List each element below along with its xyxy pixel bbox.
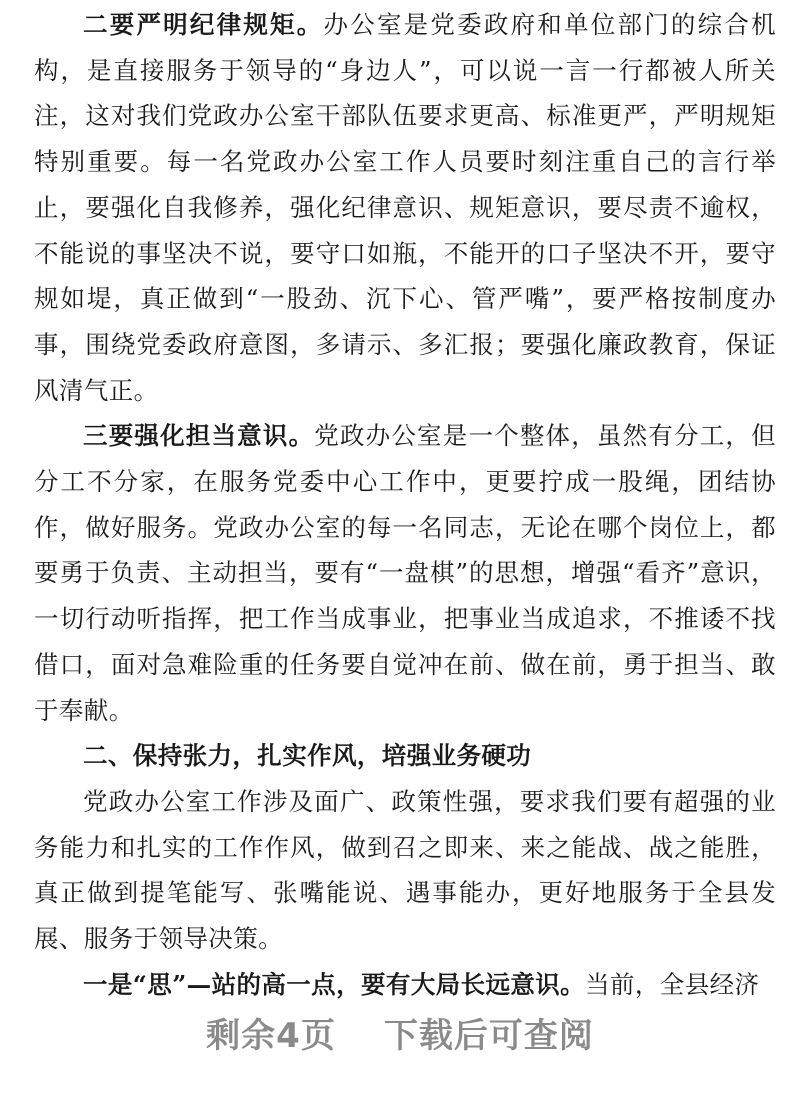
download-prompt[interactable]	[0, 1004, 800, 1060]
paragraph-body: 当前，全县经济	[585, 969, 760, 999]
paragraph-lead: 二要严明纪律规矩。	[83, 10, 324, 39]
paragraph-discipline	[34, 2, 776, 413]
paragraph-body: 办公室是党委政府和单位部门的综合机构，是直接服务于领导的“身边人”，可以说一言一行都被人所关注，这对我们党政办公室干部队伍要求更高、标准更严，严明规矩特别重要。每一名党政办公室工作人员要时刻注重自己的言行举止，要强化自我修养，强化纪律意识、规矩意识，要尽责不逾权，不能说的事坚决不说，要守口如瓶，不能开的口子坚决不开，要守规如堤，真正做到“一股劲、沉下心、管严嘴”，要严格按制度办事，围绕党委政府意图，多请示、多汇报；要强化廉政教育，保证风清气正。	[34, 10, 776, 405]
paragraph-lead: 三要强化担当意识。	[83, 421, 315, 451]
paragraph-responsibility	[34, 413, 776, 733]
section-heading: 二、保持张力，扎实作风，培强业务硬功	[83, 741, 532, 771]
document-page	[34, 0, 776, 1007]
paragraph-body: 党政办公室是一个整体，虽然有分工，但分工不分家，在服务党委中心工作中，更要拧成一股绳，团结协作，做好服务。党政办公室的每一名同志，无论在哪个岗位上，都要勇于负责、主动担当，要有“一盘棋”的思想，增强“看齐”意识，一切行动听指挥，把工作当成事业，把事业当成追求，不推诿不找借口，面对急难险重的任务要自觉冲在前、做在前，勇于担当、敢于奉献。	[34, 421, 776, 725]
download-to-view-label[interactable]: 下载后可查阅	[383, 1015, 594, 1056]
remaining-pages-label: 剩余4页	[206, 1015, 336, 1056]
section-body: 党政办公室工作涉及面广、政策性强，要求我们要有超强的业务能力和扎实的工作作风，做到召之即来、来之能战、战之能胜，真正做到提笔能写、张嘴能说、遇事能办，更好地服务于全县发展、服务于领导决策。	[34, 786, 776, 954]
paragraph-lead: 一是“思”—站的高一点，要有大局长远意识。	[83, 969, 586, 999]
paragraph-thinking	[34, 962, 776, 1008]
